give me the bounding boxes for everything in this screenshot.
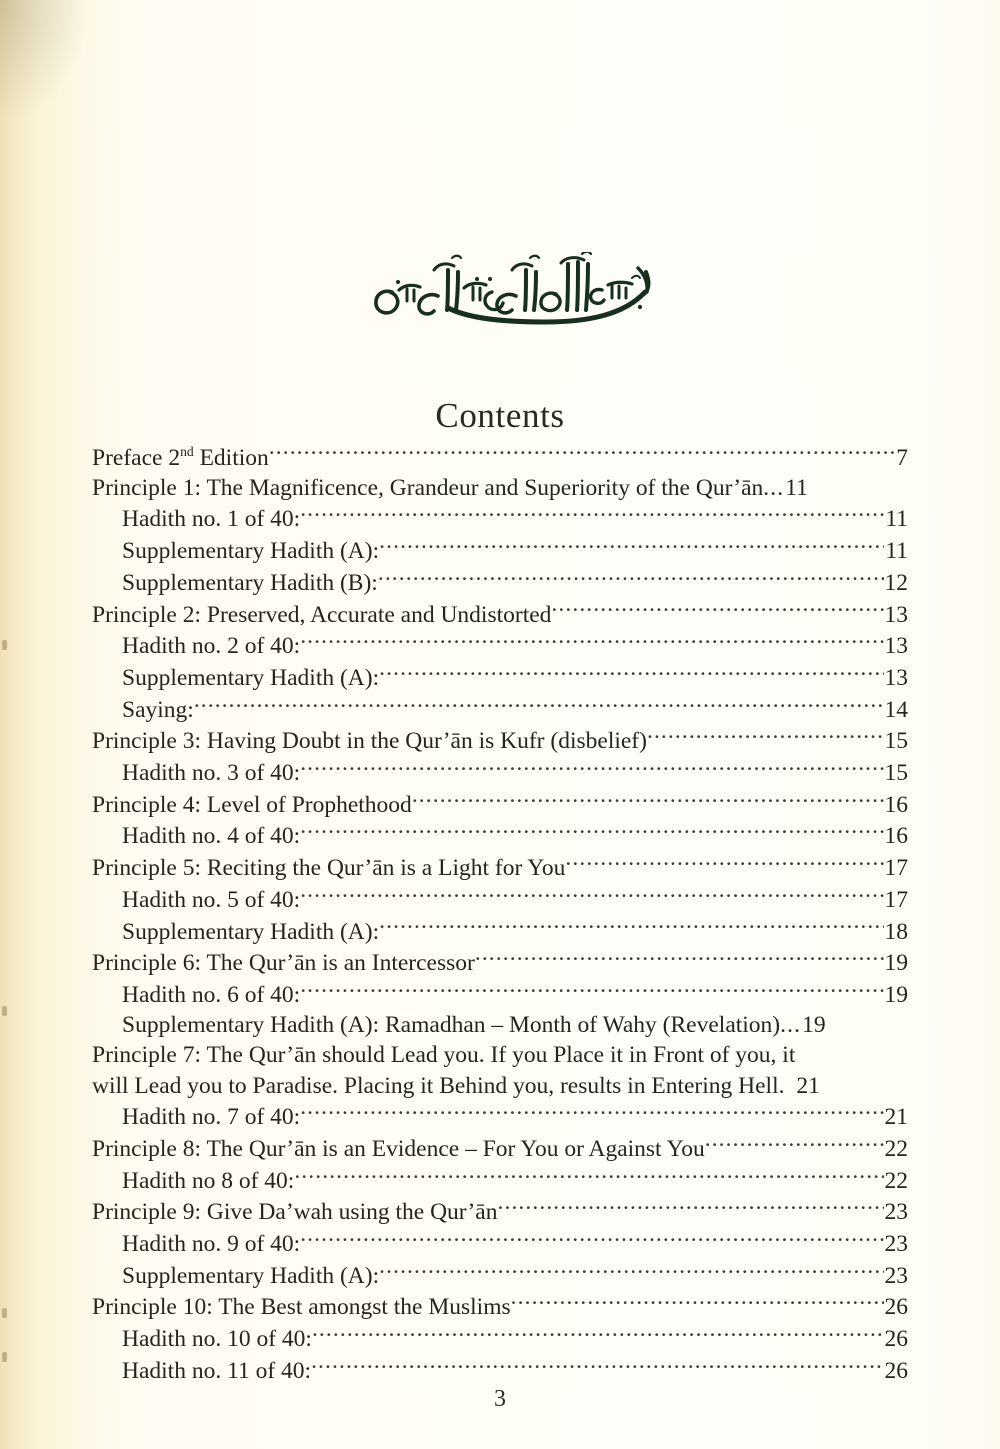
toc-entry-label (122, 758, 300, 788)
toc-entry-page-number: 13 (884, 664, 908, 691)
toc-entry-label-text: Principle 6: The Qur’ān is an Intercessor (92, 950, 475, 977)
toc-entry-label (122, 1010, 780, 1040)
toc-entry-page-number: 15 (884, 728, 908, 755)
toc-entry-label-text: Supplementary Hadith (A): (122, 664, 380, 691)
toc-entry-page-number: 13 (884, 633, 908, 660)
basmala-header (0, 252, 1000, 343)
toc-dot-leader (300, 1228, 883, 1252)
toc-entry-page-number: 11 (785, 474, 808, 501)
toc-dot-leader (379, 1259, 883, 1283)
toc-subentry[interactable] (92, 1164, 908, 1196)
toc-entry-page-number: 15 (884, 760, 908, 787)
toc-entry-label (92, 600, 551, 630)
toc-entry-label-text: Supplementary Hadith (A): Ramadhan – Month of Wahy (Revelation) (122, 1012, 781, 1039)
toc-entry-page-number: 26 (884, 1357, 908, 1384)
toc-dot-leader (300, 883, 883, 907)
toc-subentry[interactable] (92, 1010, 908, 1040)
toc-dot-leader (565, 852, 883, 876)
toc-dot-leader (379, 915, 883, 939)
toc-entry-label-text: Principle 1: The Magnificence, Grandeur and Superiority of the Qur’ān (92, 474, 764, 501)
toc-subentry[interactable] (92, 1101, 908, 1133)
toc-entry-label-text: Hadith no. 7 of 40: (122, 1104, 301, 1131)
toc-entry-label-text: Hadith no. 9 of 40: (122, 1231, 301, 1258)
toc-entry-page-number: 19 (802, 1012, 826, 1039)
toc-dot-leader (300, 1101, 883, 1125)
toc-entry-page-number: 12 (884, 569, 908, 596)
toc-entry-label-text: Hadith no. 4 of 40: (122, 823, 301, 850)
toc-entry-page-number: 17 (884, 855, 908, 882)
toc-entry-label-text: Principle 2: Preserved, Accurate and Undistorted (92, 601, 552, 628)
toc-entry-label-text: Hadith no. 1 of 40: (122, 506, 301, 533)
toc-entry[interactable] (92, 1132, 908, 1164)
toc-entry-label-text: Principle 10: The Best amongst the Muslims (92, 1294, 511, 1321)
toc-entry[interactable] (92, 441, 908, 473)
toc-entry-label (122, 885, 300, 915)
toc-entry-label-tail: Edition (193, 444, 269, 471)
toc-entry-label-text: Hadith no. 3 of 40: (122, 760, 301, 787)
toc-entry-page-number: 11 (885, 506, 908, 533)
toc-entry-label-text: Preface 2 (92, 444, 181, 471)
toc-entry-label (92, 1292, 511, 1322)
toc-entry-page-number: 19 (884, 981, 908, 1008)
toc-entry-label-text: Hadith no 8 of 40: (122, 1167, 295, 1194)
toc-dot-leader (300, 503, 884, 527)
toc-dot-leader (311, 1354, 883, 1378)
toc-entry-label (92, 1134, 705, 1164)
toc-subentry[interactable] (92, 566, 908, 598)
toc-entry-page-number: 23 (884, 1231, 908, 1258)
toc-entry-label (92, 443, 269, 473)
toc-dot-leader (312, 1323, 884, 1347)
toc-dot-leader (379, 535, 884, 559)
toc-entry-page-number: 22 (884, 1135, 908, 1162)
toc-entry-label-text: Hadith no. 2 of 40: (122, 633, 301, 660)
toc-subentry[interactable] (92, 503, 908, 535)
toc-entry-label-text: Supplementary Hadith (A): (122, 538, 380, 565)
toc-entry-label (92, 948, 475, 978)
toc-subentry[interactable] (92, 978, 908, 1010)
toc-entry-label-text: Supplementary Hadith (A): (122, 1262, 380, 1289)
toc-entry-label-text: Principle 8: The Qur’ān is an Evidence – For You or Against You (92, 1135, 705, 1162)
toc-entry-label-line1: Principle 7: The Qur’ān should Lead you. If you Place it in Front of you, it (92, 1042, 796, 1069)
toc-entry[interactable] (92, 1196, 908, 1228)
toc-dot-leader (498, 1196, 884, 1220)
toc-dot-leader (294, 1164, 883, 1188)
toc-dot-leader: ... (763, 474, 785, 497)
toc-entry-label-text: Supplementary Hadith (A): (122, 918, 380, 945)
toc-subentry[interactable] (92, 883, 908, 915)
toc-dot-leader (378, 566, 884, 590)
toc-dot-leader (647, 725, 884, 749)
toc-dot-leader (300, 978, 883, 1002)
toc-entry-label (92, 473, 763, 503)
ordinal-suffix: nd (180, 443, 194, 459)
toc-entry-label-text: Saying: (122, 696, 194, 723)
toc-dot-leader (300, 820, 883, 844)
toc-dot-leader (511, 1291, 884, 1315)
toc-entry-label (92, 790, 412, 820)
toc-subentry[interactable] (92, 1259, 908, 1291)
toc-subentry[interactable] (92, 693, 908, 725)
toc-entry-label (122, 663, 379, 693)
toc-entry-label (92, 1197, 498, 1227)
toc-entry-label-text: Supplementary Hadith (B): (122, 569, 378, 596)
toc-dot-leader (300, 757, 883, 781)
toc-entry[interactable] (92, 788, 908, 820)
toc-entry-page-number: 14 (884, 696, 908, 723)
toc-subentry[interactable] (92, 1323, 908, 1355)
toc-entry-label (92, 853, 565, 883)
toc-entry-label (122, 631, 300, 661)
toc-entry[interactable] (92, 473, 908, 503)
toc-subentry[interactable] (92, 757, 908, 789)
toc-dot-leader (412, 788, 884, 812)
toc-entry-label (122, 1102, 300, 1132)
toc-entry-page-number: 23 (884, 1199, 908, 1226)
toc-entry-label-text: Hadith no. 5 of 40: (122, 886, 301, 913)
toc-entry-label-line2 (92, 1071, 908, 1101)
toc-subentry[interactable] (92, 535, 908, 567)
toc-entry-label (122, 821, 300, 851)
toc-entry-label-text: Principle 4: Level of Prophethood (92, 791, 412, 818)
page-title: Contents (435, 396, 565, 435)
toc-subentry[interactable] (92, 1228, 908, 1260)
toc-entry-label (122, 1324, 312, 1354)
toc-subentry[interactable] (92, 820, 908, 852)
toc-entry[interactable] (92, 947, 908, 979)
toc-dot-leader (551, 598, 883, 622)
toc-dot-leader (475, 947, 884, 971)
toc-entry[interactable] (92, 852, 908, 884)
toc-dot-leader (300, 630, 883, 654)
toc-entry-wrapped[interactable] (92, 1040, 908, 1100)
toc-entry-label-text: Principle 9: Give Da’wah using the Qur’ān (92, 1199, 498, 1226)
toc-entry[interactable] (92, 725, 908, 757)
toc-dot-leader (194, 693, 884, 717)
basmala-calligraphy-icon (340, 252, 660, 338)
toc-entry-label-text: Principle 3: Having Doubt in the Qur’ān is Kufr (disbelief) (92, 728, 647, 755)
page-number: 3 (494, 1386, 506, 1412)
toc-entry-page-number: 13 (884, 601, 908, 628)
toc-entry-label-text: Hadith no. 10 of 40: (122, 1326, 312, 1353)
toc-entry-page-number: 18 (884, 918, 908, 945)
toc-entry-page-number: 26 (884, 1294, 908, 1321)
toc-entry-page-number: 17 (884, 886, 908, 913)
toc-entry-label (122, 568, 378, 598)
toc-subentry[interactable] (92, 661, 908, 693)
toc-entry-page-number: 21 (796, 1072, 820, 1099)
toc-entry-label (122, 1229, 300, 1259)
toc-entry-page-number: 7 (896, 444, 908, 471)
toc-dot-leader: ... (780, 1012, 802, 1034)
toc-subentry[interactable] (92, 1354, 908, 1386)
toc-entry[interactable] (92, 1291, 908, 1323)
toc-subentry[interactable] (92, 915, 908, 947)
table-of-contents (92, 441, 908, 1386)
toc-entry-label-text: Hadith no. 11 of 40: (122, 1357, 312, 1384)
toc-entry-page-number: 23 (884, 1262, 908, 1289)
toc-entry-label (122, 536, 379, 566)
toc-entry-label-text: Principle 5: Reciting the Qur’ān is a Light for You (92, 855, 566, 882)
toc-entry-page-number: 26 (884, 1326, 908, 1353)
toc-entry-page-number: 11 (885, 538, 908, 565)
toc-entry-page-number: 16 (884, 791, 908, 818)
toc-entry-page-number: 21 (884, 1104, 908, 1131)
toc-entry-label (122, 504, 300, 534)
toc-entry-label (122, 1356, 311, 1386)
toc-dot-leader (269, 441, 895, 465)
toc-entry-label (122, 1261, 379, 1291)
toc-entry-label-text: Hadith no. 6 of 40: (122, 981, 301, 1008)
toc-entry-label (122, 695, 194, 725)
toc-entry-page-number: 22 (884, 1167, 908, 1194)
toc-entry-label (122, 980, 300, 1010)
toc-entry[interactable] (92, 598, 908, 630)
toc-entry-label (92, 726, 647, 756)
toc-entry-page-number: 19 (884, 950, 908, 977)
toc-entry-label (122, 917, 379, 947)
toc-subentry[interactable] (92, 630, 908, 662)
toc-entry-label (122, 1166, 294, 1196)
toc-dot-leader (705, 1132, 884, 1156)
toc-entry-page-number: 16 (884, 823, 908, 850)
toc-dot-leader (379, 661, 883, 685)
toc-entry-label-line2-text: will Lead you to Paradise. Placing it Behind you, results in Entering Hell. (92, 1072, 785, 1099)
